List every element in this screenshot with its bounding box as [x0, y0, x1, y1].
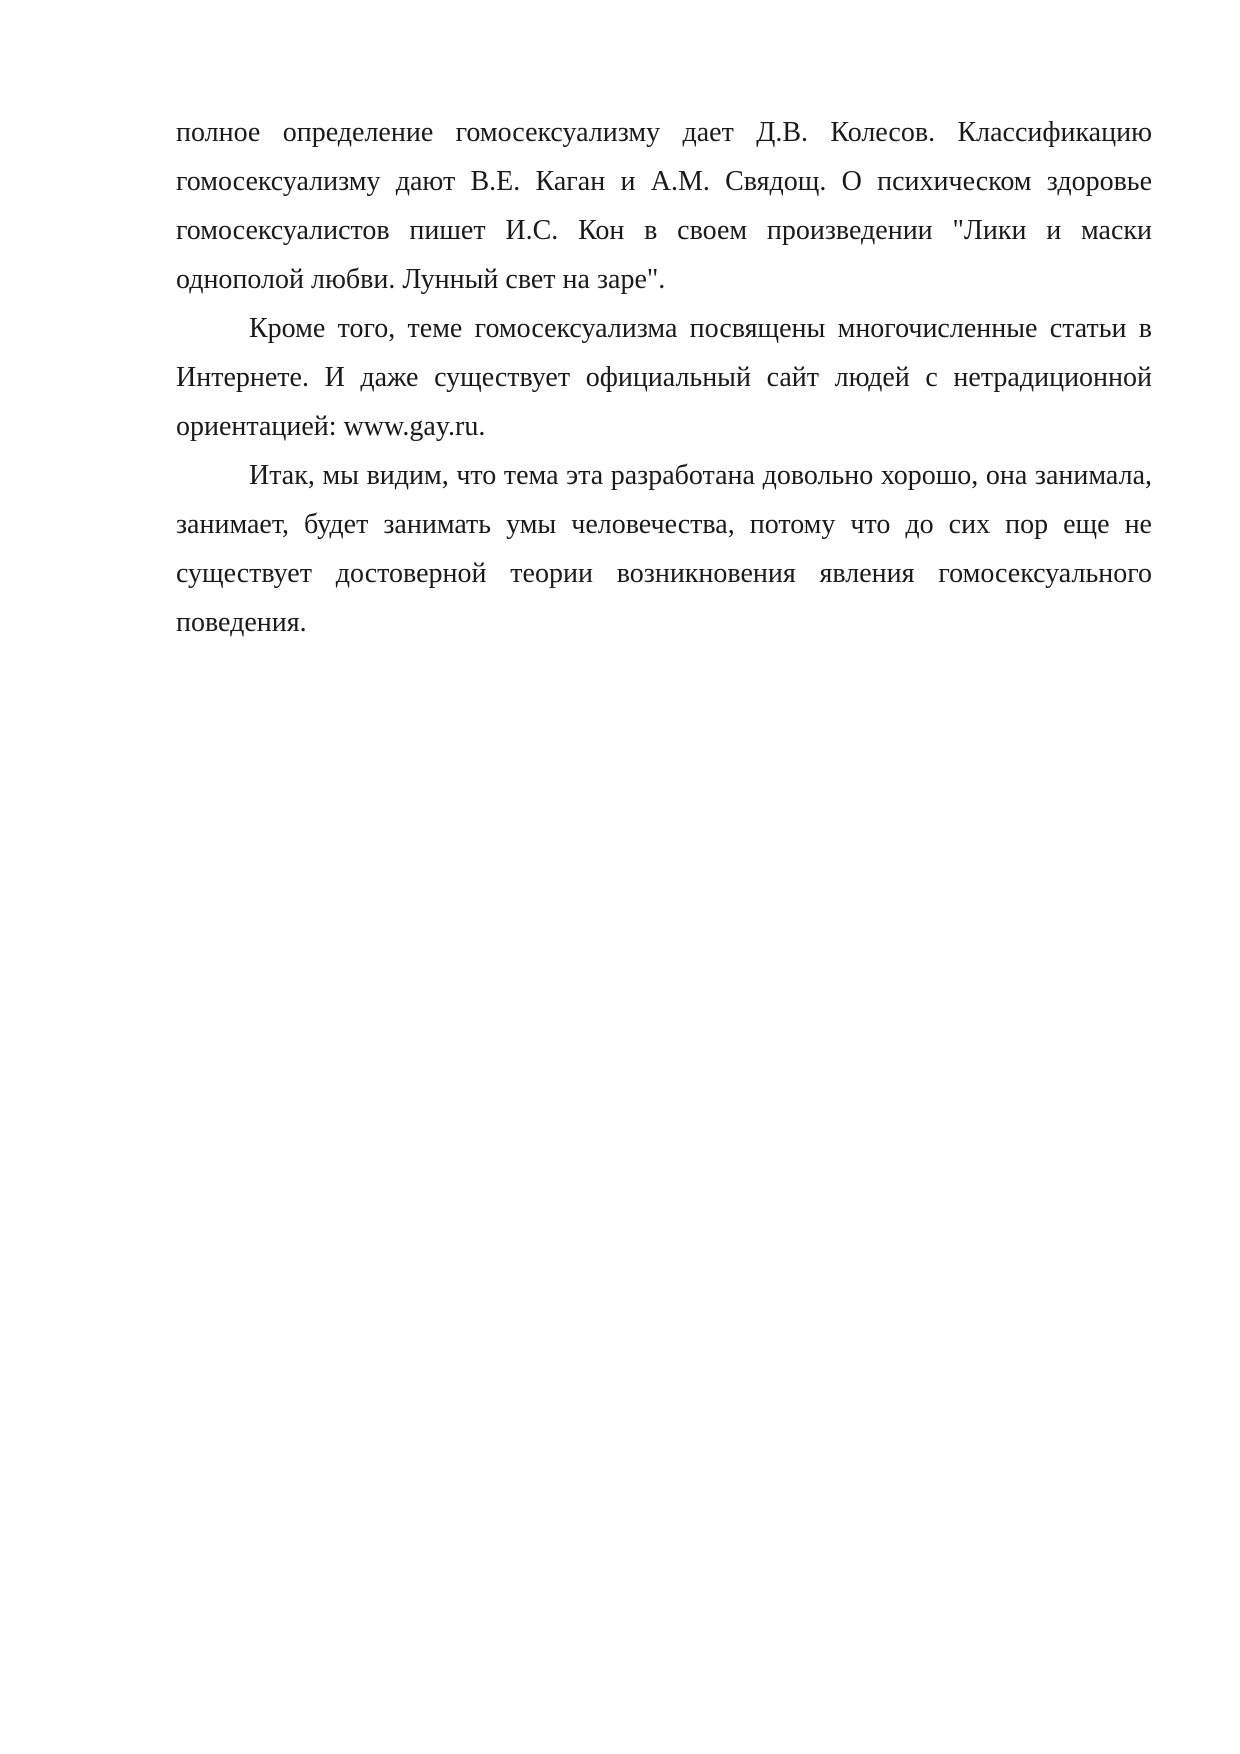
paragraph-conclusion: Итак, мы видим, что тема эта разработана довольно хорошо, она занимала, занимает, будет занимать умы человечества, потому что до сих пор еще не существует достоверной теории возникновения явления гомосексуального поведения.: [176, 460, 1152, 638]
paragraph-continuation: полное определение гомосексуализму дает Д.В. Колесов. Классификацию гомосексуализму дают В.Е. Каган и А.М. Свядощ. О психическом здоровье гомосексуалистов пишет И.С. Кон в своем произведении "Лики и маски однополой любви. Лунный свет на заре".: [176, 117, 1152, 295]
paragraph-internet-sources: Кроме того, теме гомосексуализма посвящены многочисленные статьи в Интернете. И даже существует официальный сайт людей с нетрадиционной ориентацией: www.gay.ru.: [176, 313, 1152, 442]
document-body: [176, 108, 1152, 647]
